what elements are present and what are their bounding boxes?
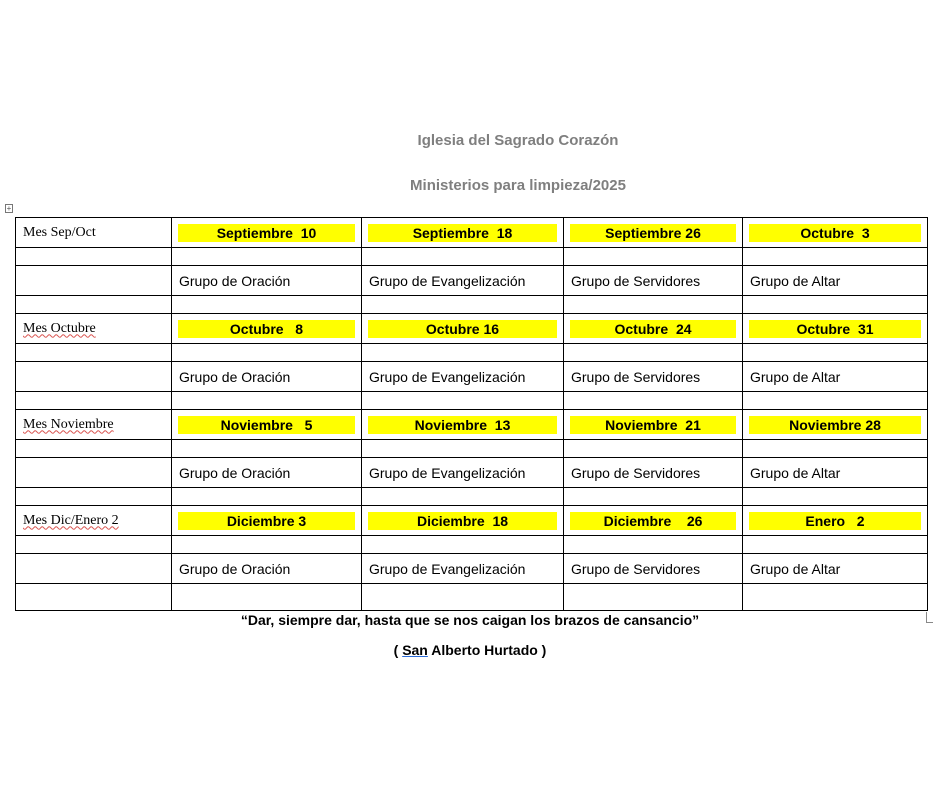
table-cell-empty[interactable] [743, 296, 928, 314]
quote-text: “Dar, siempre dar, hasta que se nos caigan los brazos de cansancio” [240, 612, 700, 628]
month-label-cell[interactable] [16, 218, 172, 248]
highlighted-date: Diciembre 26 [570, 512, 736, 530]
ministry-group-name: Grupo de Evangelización [369, 368, 526, 385]
table-cell-empty[interactable] [16, 458, 172, 488]
date-cell[interactable] [564, 410, 743, 440]
highlighted-date: Octubre 24 [570, 320, 736, 338]
group-cell[interactable] [362, 554, 564, 584]
ministry-group-name: Grupo de Altar [750, 368, 841, 385]
table-row-groups [16, 362, 928, 392]
group-cell[interactable] [743, 362, 928, 392]
table-cell-empty[interactable] [362, 392, 564, 410]
month-label-cell[interactable] [16, 314, 172, 344]
table-cell-empty[interactable] [362, 584, 564, 611]
date-cell[interactable] [172, 314, 362, 344]
ministry-group-name: Grupo de Evangelización [369, 464, 526, 481]
schedule-subtitle: Ministerios para limpieza/2025 [410, 177, 626, 194]
table-row-blank [16, 584, 928, 611]
table-row-blank [16, 248, 928, 266]
highlighted-date: Diciembre 3 [178, 512, 355, 530]
table-cell-empty[interactable] [743, 584, 928, 611]
table-row-dates [16, 410, 928, 440]
table-cell-empty[interactable] [172, 392, 362, 410]
date-cell[interactable] [743, 506, 928, 536]
table-cell-empty[interactable] [16, 248, 172, 266]
month-label: Mes Dic/Enero 2 [23, 512, 119, 528]
table-row-dates [16, 218, 928, 248]
table-cell-empty[interactable] [16, 392, 172, 410]
table-cell-empty[interactable] [362, 248, 564, 266]
date-cell[interactable] [362, 410, 564, 440]
table-row-dates [16, 314, 928, 344]
table-row-blank [16, 536, 928, 554]
table-cell-empty[interactable] [172, 440, 362, 458]
table-row-groups [16, 458, 928, 488]
table-cell-empty[interactable] [564, 488, 743, 506]
highlighted-date: Octubre 8 [178, 320, 355, 338]
ministry-group-name: Grupo de Servidores [571, 272, 701, 289]
table-cell-empty[interactable] [16, 440, 172, 458]
table-row-blank [16, 488, 928, 506]
table-cell-empty[interactable] [16, 536, 172, 554]
highlighted-date: Octubre 3 [749, 224, 921, 242]
highlighted-date: Noviembre 28 [749, 416, 921, 434]
table-move-handle-icon[interactable]: + [6, 204, 12, 213]
table-cell-empty[interactable] [362, 296, 564, 314]
table-cell-empty[interactable] [16, 362, 172, 392]
author-name: Alberto Hurtado ) [427, 642, 547, 658]
table-cell-empty[interactable] [16, 554, 172, 584]
table-cell-empty[interactable] [564, 248, 743, 266]
group-cell[interactable] [362, 362, 564, 392]
table-row-blank [16, 392, 928, 410]
highlighted-date: Septiembre 26 [570, 224, 736, 242]
group-cell[interactable] [564, 266, 743, 296]
ministry-group-name: Grupo de Altar [750, 272, 841, 289]
date-cell[interactable] [362, 218, 564, 248]
table-cell-empty[interactable] [16, 488, 172, 506]
date-cell[interactable] [564, 314, 743, 344]
date-cell[interactable] [743, 410, 928, 440]
church-title: Iglesia del Sagrado Corazón [417, 132, 619, 149]
highlighted-date: Enero 2 [749, 512, 921, 530]
group-cell[interactable] [172, 362, 362, 392]
table-cell-empty[interactable] [362, 488, 564, 506]
table-row-groups [16, 266, 928, 296]
group-cell[interactable] [743, 554, 928, 584]
table-cell-empty[interactable] [172, 296, 362, 314]
table-cell-empty[interactable] [172, 488, 362, 506]
cleaning-schedule-table [15, 217, 928, 611]
month-label: Mes Sep/Oct [23, 224, 96, 240]
table-row-groups [16, 554, 928, 584]
table-cell-empty[interactable] [743, 536, 928, 554]
table-cell-empty[interactable] [172, 584, 362, 611]
highlighted-date: Diciembre 18 [368, 512, 557, 530]
date-cell[interactable] [743, 218, 928, 248]
table-cell-empty[interactable] [16, 296, 172, 314]
table-row-blank [16, 296, 928, 314]
table-row-blank [16, 440, 928, 458]
table-cell-empty[interactable] [743, 488, 928, 506]
highlighted-date: Noviembre 5 [178, 416, 355, 434]
date-cell[interactable] [172, 506, 362, 536]
highlighted-date: Octubre 16 [368, 320, 557, 338]
group-cell[interactable] [362, 266, 564, 296]
table-cell-empty[interactable] [172, 344, 362, 362]
month-label-cell[interactable] [16, 506, 172, 536]
table-cell-empty[interactable] [362, 344, 564, 362]
month-label: Mes Octubre [23, 320, 96, 336]
month-label-cell[interactable] [16, 410, 172, 440]
table-row-blank [16, 344, 928, 362]
table-cell-empty[interactable] [564, 296, 743, 314]
group-cell[interactable] [172, 554, 362, 584]
date-cell[interactable] [362, 506, 564, 536]
author-paren: ( [393, 642, 403, 658]
ministry-group-name: Grupo de Servidores [571, 368, 701, 385]
group-cell[interactable] [172, 458, 362, 488]
quote-author [0, 642, 940, 658]
group-cell[interactable] [743, 266, 928, 296]
ministry-group-name: Grupo de Evangelización [369, 272, 526, 289]
date-cell[interactable] [362, 314, 564, 344]
date-cell[interactable] [743, 314, 928, 344]
table-cell-empty[interactable] [564, 536, 743, 554]
table-cell-empty[interactable] [564, 392, 743, 410]
ministry-group-name: Grupo de Servidores [571, 464, 701, 481]
ministry-group-name: Grupo de Altar [750, 464, 841, 481]
group-cell[interactable] [564, 554, 743, 584]
ministry-group-name: Grupo de Oración [179, 464, 291, 481]
highlighted-date: Septiembre 18 [368, 224, 557, 242]
group-cell[interactable] [172, 266, 362, 296]
ministry-group-name: Grupo de Oración [179, 368, 291, 385]
table-cell-empty[interactable] [362, 536, 564, 554]
month-label: Mes Noviembre [23, 416, 114, 432]
date-cell[interactable] [172, 218, 362, 248]
group-cell[interactable] [564, 458, 743, 488]
table-cell-empty[interactable] [564, 344, 743, 362]
ministry-group-name: Grupo de Altar [750, 560, 841, 577]
ministry-group-name: Grupo de Oración [179, 272, 291, 289]
highlighted-date: Noviembre 21 [570, 416, 736, 434]
table-cell-empty[interactable] [743, 248, 928, 266]
date-cell[interactable] [172, 410, 362, 440]
highlighted-date: Septiembre 10 [178, 224, 355, 242]
author-san: San [402, 642, 428, 658]
table-cell-empty[interactable] [16, 584, 172, 611]
highlighted-date: Noviembre 13 [368, 416, 557, 434]
table-cell-empty[interactable] [362, 440, 564, 458]
date-cell[interactable] [564, 506, 743, 536]
group-cell[interactable] [743, 458, 928, 488]
table-cell-empty[interactable] [16, 266, 172, 296]
table-cell-empty[interactable] [16, 344, 172, 362]
table-row-dates [16, 506, 928, 536]
table-cell-empty[interactable] [743, 344, 928, 362]
group-cell[interactable] [564, 362, 743, 392]
ministry-group-name: Grupo de Servidores [571, 560, 701, 577]
table-cell-empty[interactable] [172, 248, 362, 266]
table-cell-empty[interactable] [564, 584, 743, 611]
highlighted-date: Octubre 31 [749, 320, 921, 338]
table-cell-empty[interactable] [172, 536, 362, 554]
table-cell-empty[interactable] [743, 440, 928, 458]
ministry-group-name: Grupo de Evangelización [369, 560, 526, 577]
table-cell-empty[interactable] [564, 440, 743, 458]
ministry-group-name: Grupo de Oración [179, 560, 291, 577]
group-cell[interactable] [362, 458, 564, 488]
table-cell-empty[interactable] [743, 392, 928, 410]
date-cell[interactable] [564, 218, 743, 248]
